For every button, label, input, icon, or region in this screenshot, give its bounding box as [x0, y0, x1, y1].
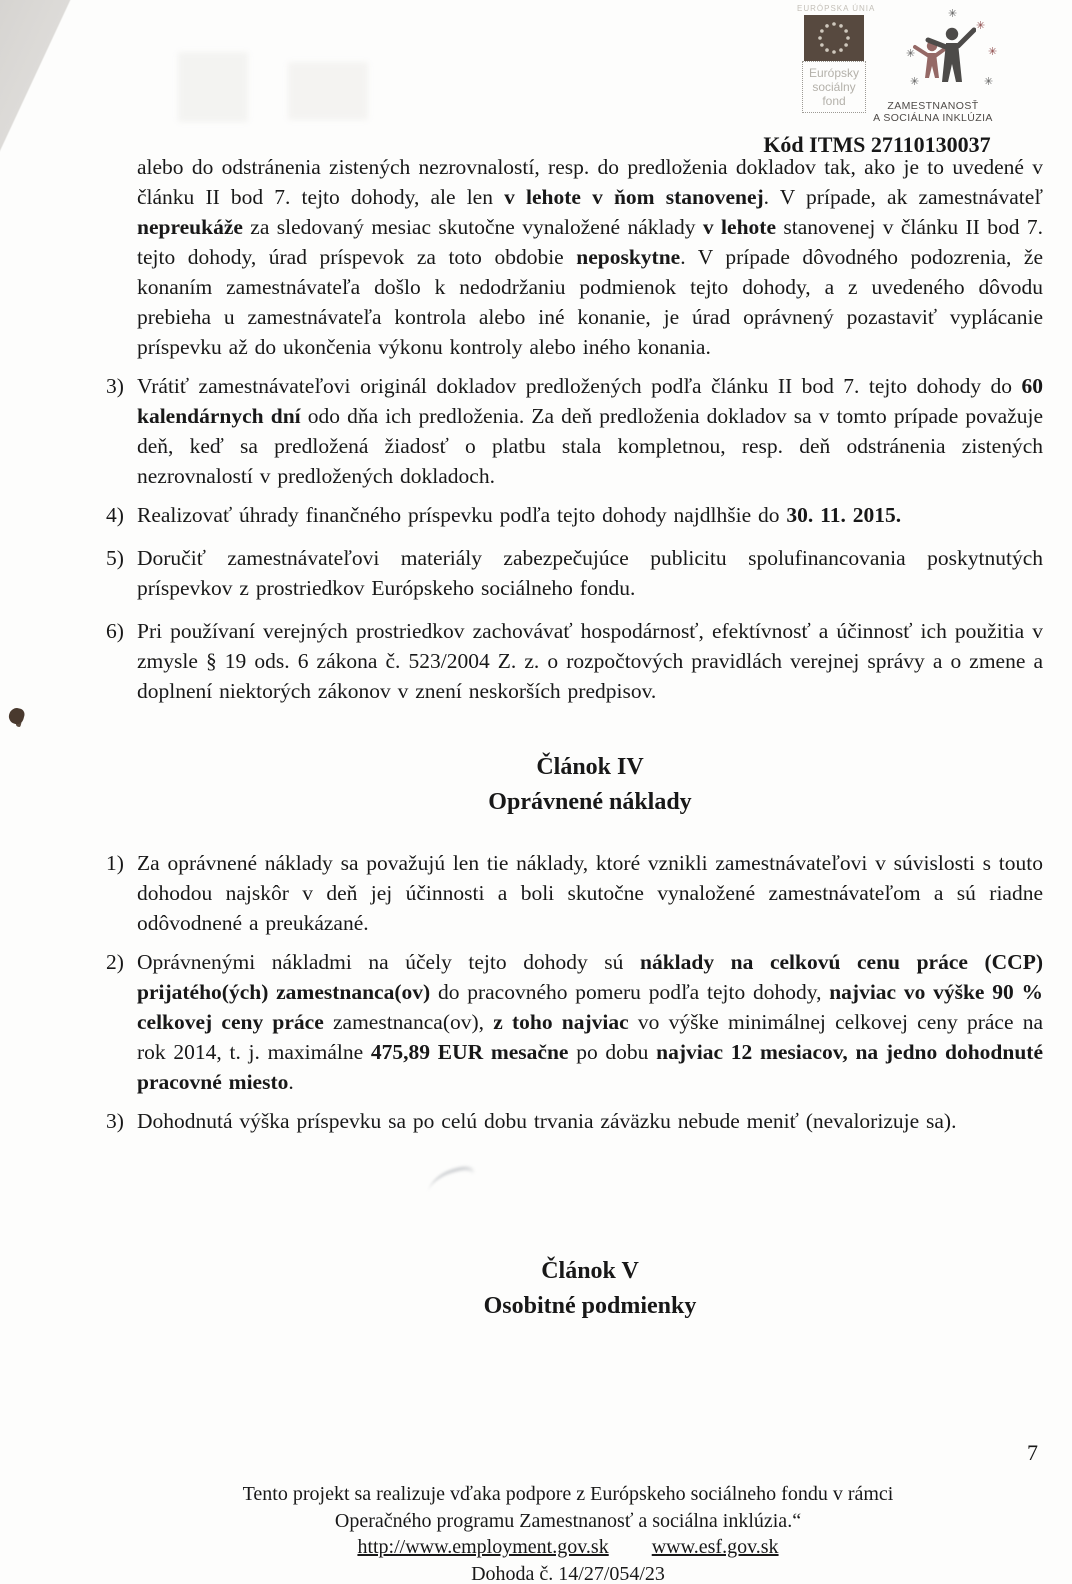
list-item [106, 500, 1043, 530]
item-number: 3) [106, 374, 124, 398]
employment-inclusion-logo [868, 4, 998, 126]
star-icon: ✳ [910, 75, 920, 88]
item-number: 1) [106, 851, 124, 875]
two-figures-icon [898, 20, 976, 100]
esf-label-line2: sociálny [812, 80, 856, 94]
employment-caption-line1: ZAMESTNANOSŤ [887, 100, 979, 112]
list-item [106, 543, 1043, 603]
employment-logo-caption [868, 100, 998, 124]
article4-heading [137, 750, 1043, 820]
list-item [106, 616, 1043, 706]
item-text: Doručiť zamestnávateľovi materiály zabezpečujúce publicitu spolufinancovania poskytnutých príspevkov z prostriedkov Európskeho sociálneho fondu. [137, 546, 1043, 600]
footer-links [64, 1534, 1072, 1561]
footer-agreement-number: Dohoda č. 14/27/054/23 [471, 1562, 665, 1584]
esf-label-box [802, 61, 866, 113]
list-item [106, 848, 1043, 938]
itms-code: Kód ITMS 27110130037 [763, 132, 991, 157]
item-text: Vrátiť zamestnávateľovi originál dokladov predložených podľa článku II bod 7. tejto dohody do 60 kalendárnych dní odo dňa ich predloženia. Za deň predloženia dokladov sa v tomto prípade považuje deň, keď sa predložená žiadosť o platbu stala kompletnou, resp. deň odstránenia zistených nezrovnalostí v predložených dokladoch. [137, 374, 1043, 488]
item-text: Oprávnenými nákladmi na účely tejto dohody sú náklady na celkovú cenu práce (CCP) prijatého(ých) zamestnanca(ov) do pracovného pomeru podľa tejto dohody, najviac vo výške 90 % celkovej ceny práce zamestnanca(ov), z toho najviac vo výške minimálnej celkovej ceny práce na rok 2014, t. j. maximálne 475,89 EUR mesačne po dobu najviac 12 mesiacov, na jedno dohodnuté pracovné miesto. [137, 950, 1044, 1094]
star-icon: ✳ [948, 7, 958, 20]
article4-subtitle: Oprávnené náklady [488, 789, 692, 815]
eu-union-caption: EURÓPSKA ÚNIA [797, 4, 876, 13]
scan-corner-artifact [0, 0, 80, 160]
eu-stars-icon [812, 18, 856, 58]
footer-line2: Operačného programu Zamestnanosť a sociálna inklúzia.“ [334, 1509, 802, 1532]
item-text: Realizovať úhrady finančného príspevku podľa tejto dohody najdlhšie do 30. 11. 2015. [137, 503, 902, 527]
ink-speck-artifact [7, 706, 26, 725]
esf-label-line3: fond [822, 94, 846, 108]
item-text: Dohodnutá výška príspevku sa po celú dobu trvania záväzku nebude meniť (nevalorizuje sa). [137, 1109, 957, 1133]
footer-line1: Tento projekt sa realizuje vďaka podpore z Európskeho sociálneho fondu v rámci [242, 1483, 894, 1505]
eu-flag-icon [804, 15, 864, 61]
item-number: 4) [106, 503, 124, 527]
eu-esf-logo [797, 4, 876, 124]
bleed-through-artifact [178, 52, 378, 130]
list-item [106, 947, 1044, 1097]
star-icon: ✳ [976, 19, 986, 32]
star-icon: ✳ [988, 45, 998, 58]
esf-gov-link[interactable]: www.esf.gov.sk [651, 1536, 779, 1558]
item-number: 5) [106, 546, 124, 570]
list-item [106, 371, 1043, 491]
star-icon: ✳ [984, 75, 994, 88]
item-number: 3) [106, 1109, 124, 1133]
item-number: 2) [106, 950, 124, 974]
item-number: 6) [106, 619, 124, 643]
footer [64, 1481, 1072, 1584]
article4-title: Článok IV [536, 754, 644, 780]
item-text: Pri používaní verejných prostriedkov zachovávať hospodárnosť, efektívnosť a účinnosť ich použitia v zmysle § 19 ods. 6 zákona č. 523/2004 Z. z. o rozpočtových pravidlách verejnej správy a o zmene a doplnení niektorých zákonov v znení neskorších predpisov. [137, 619, 1043, 703]
item-text: Za oprávnené náklady sa považujú len tie náklady, ktoré vznikli zamestnávateľovi v súvislosti s touto dohodou najskôr v deň jej účinnosti a boli skutočne vynaložené zamestnávateľom a sú riadne odôvodnené a preukázané. [137, 851, 1043, 935]
document-body [106, 152, 1044, 1324]
employment-gov-link[interactable]: http://www.employment.gov.sk [357, 1536, 609, 1558]
article5-title: Článok V [541, 1258, 639, 1284]
article5-heading [137, 1254, 1043, 1324]
paragraph-continuation: alebo do odstránenia zistených nezrovnalostí, resp. do predloženia dokladov tak, ako je to uvedené v článku II bod 7. tejto dohody, ale len v lehote v ňom stanovenej. V prípade, ak zamestnávateľ nepreukáže za sledovaný mesiac skutočne vynaložené náklady v lehote stanovenej v článku II bod 7. tejto dohody, úrad príspevok za toto obdobie neposkytne. V prípade dôvodného podozrenia, že konaním zamestnávateľa došlo k nedodržaniu podmienok tejto dohody, a z uvedeného dôvodu prebieha u zamestnávateľa kontrola alebo iné konanie, je úrad oprávnený pozastaviť vyplácanie príspevku až do ukončenia výkonu kontroly alebo iného konania. [137, 155, 1043, 359]
star-icon: ✳ [906, 47, 916, 60]
employment-caption-line2: A SOCIÁLNA INKLÚZIA [873, 112, 993, 124]
esf-label-line1: Európsky [808, 66, 860, 80]
page-number: 7 [1027, 1440, 1038, 1465]
article5-subtitle: Osobitné podmienky [483, 1293, 697, 1319]
list-item [106, 1106, 1043, 1136]
